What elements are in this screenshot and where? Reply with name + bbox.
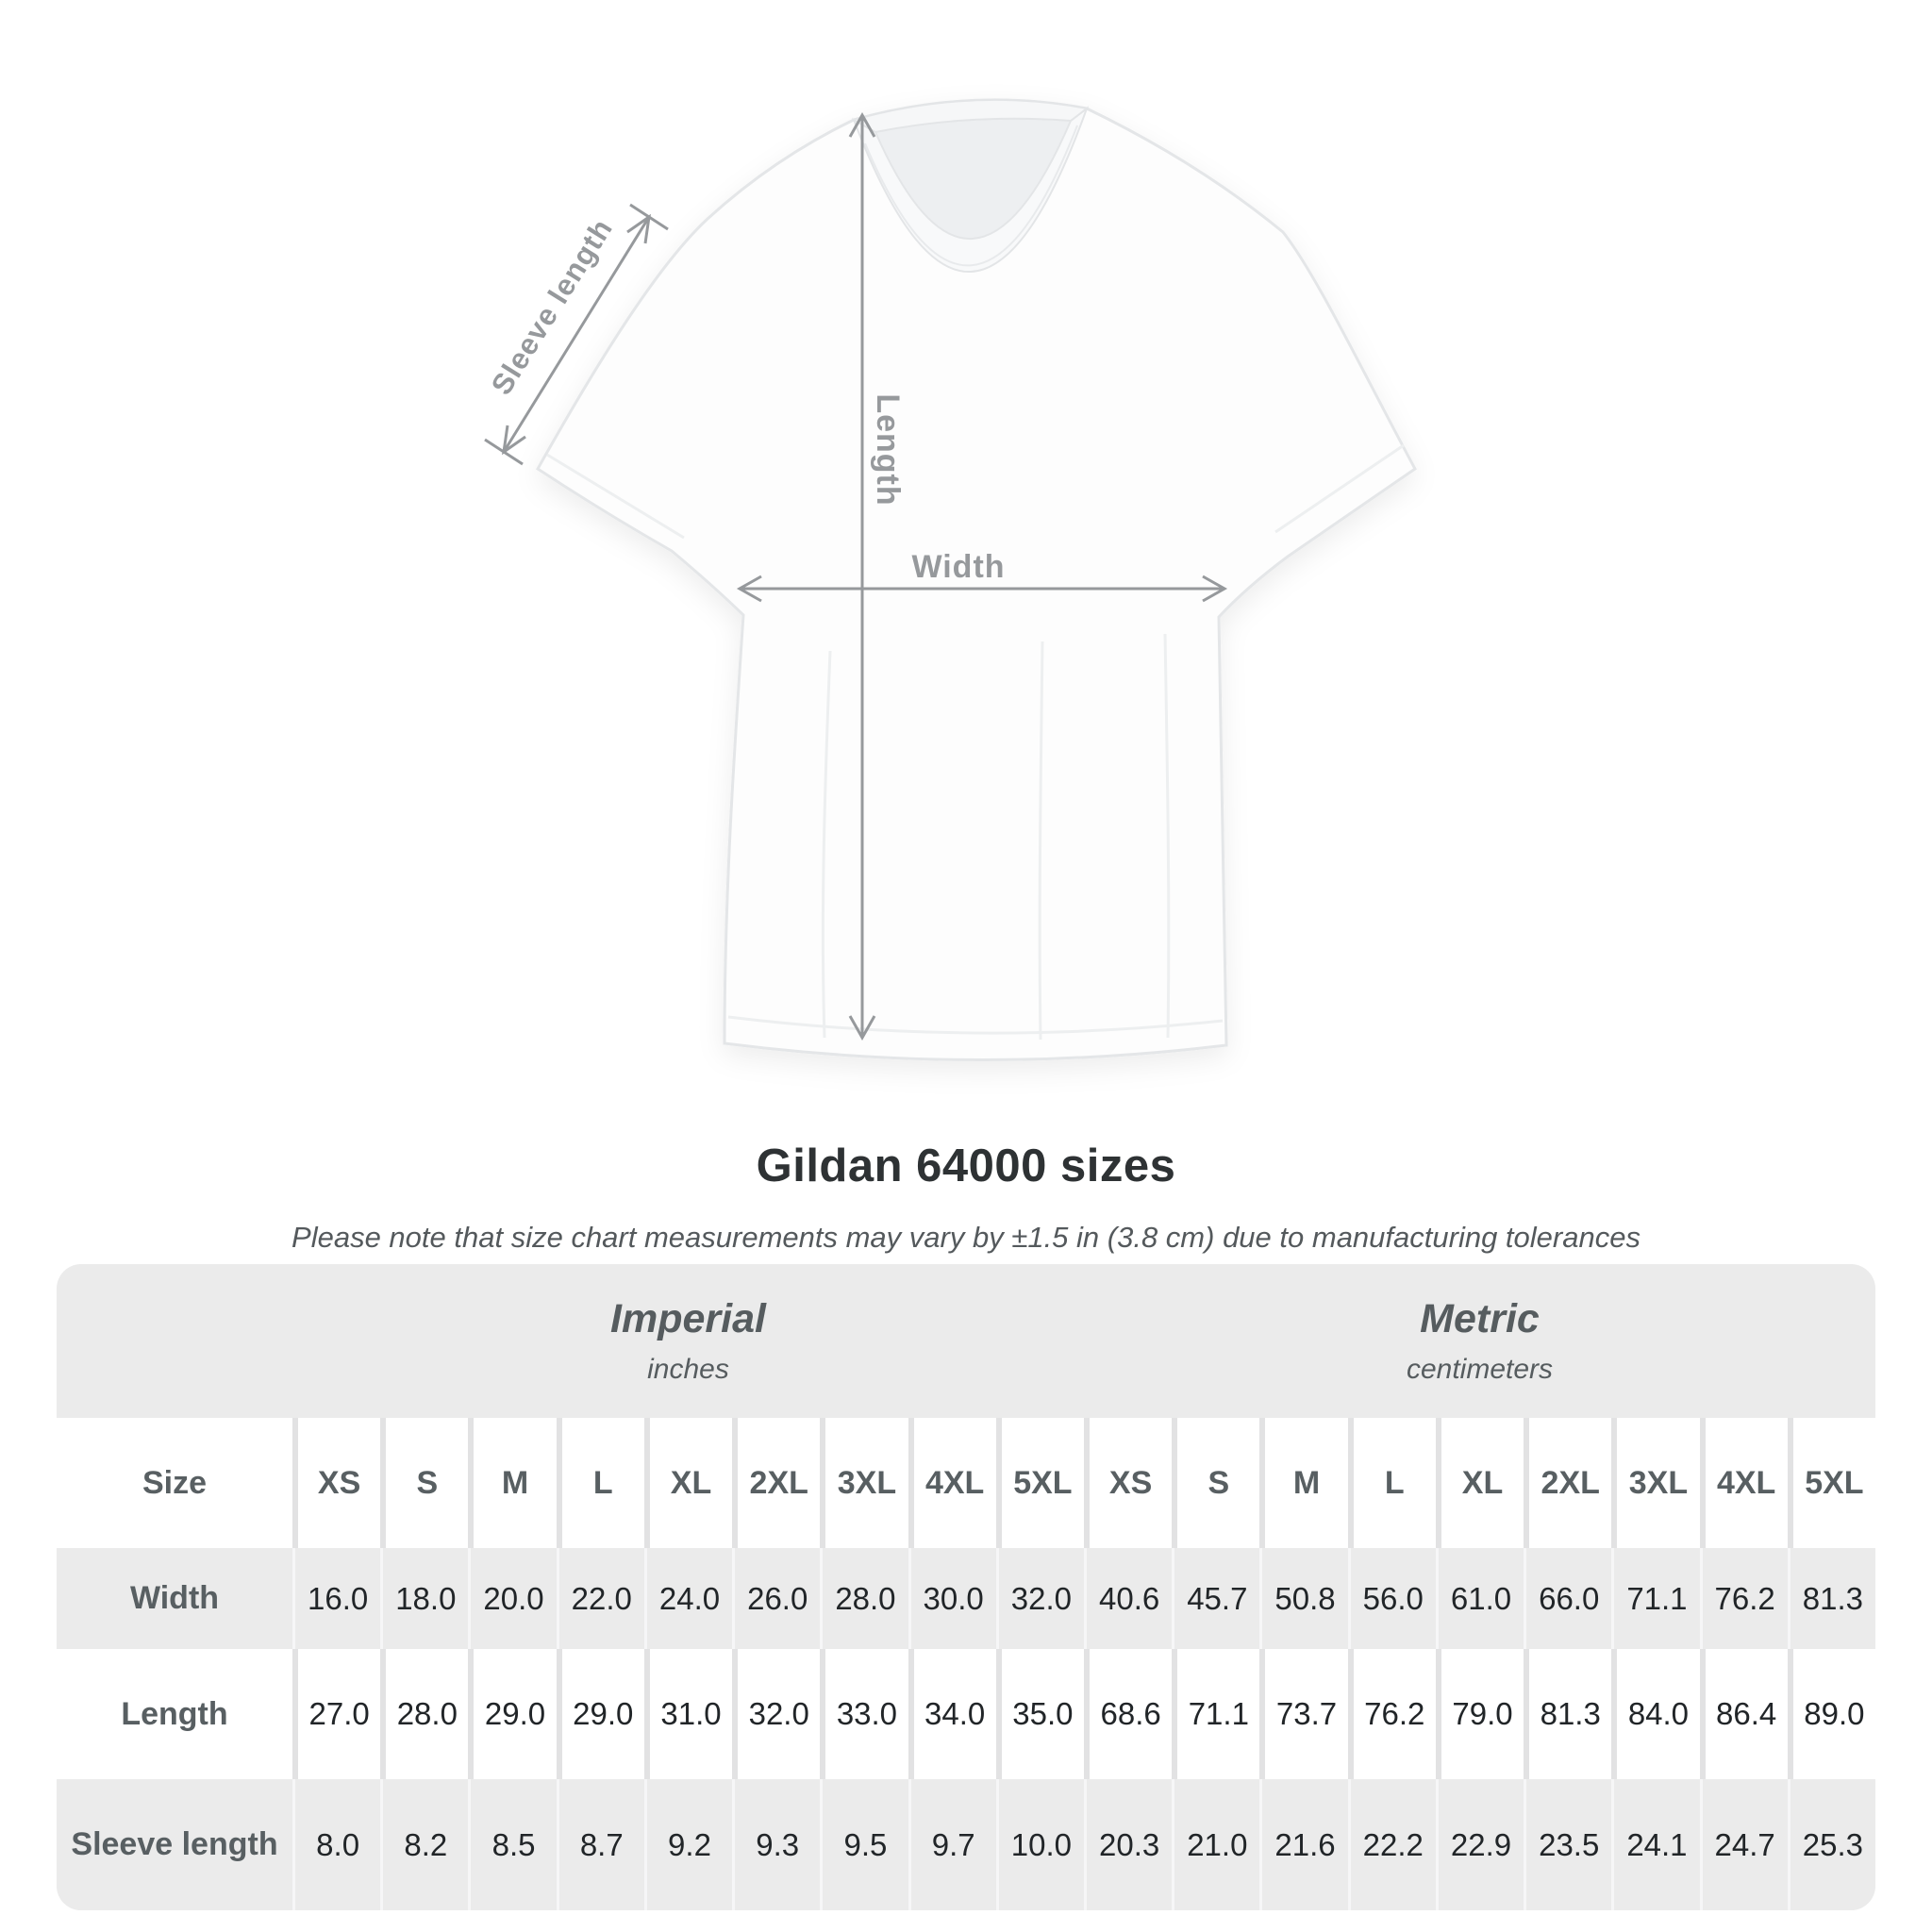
value-cell: 8.7 <box>557 1779 644 1910</box>
value-cell: 24.7 <box>1700 1779 1788 1910</box>
table-row-sleeve-length <box>57 1779 1875 1910</box>
value-cell: 76.2 <box>1348 1649 1436 1779</box>
value-cell: 30.0 <box>908 1548 996 1649</box>
length-dimension-label: Length <box>870 393 906 507</box>
page-title: Gildan 64000 sizes <box>756 1141 1176 1191</box>
size-col-header: XS <box>292 1418 380 1548</box>
table-row-width <box>57 1548 1875 1649</box>
value-cell: 32.0 <box>996 1548 1084 1649</box>
value-cell: 81.3 <box>1788 1548 1875 1649</box>
size-col-header: 3XL <box>1611 1418 1699 1548</box>
value-cell: 28.0 <box>380 1649 468 1779</box>
value-cell: 25.3 <box>1788 1779 1875 1910</box>
sleeve-arrow-bottom-icon <box>504 425 525 452</box>
value-cell: 66.0 <box>1524 1548 1611 1649</box>
value-cell: 76.2 <box>1700 1548 1788 1649</box>
value-cell: 29.0 <box>468 1649 556 1779</box>
value-cell: 8.5 <box>468 1779 556 1910</box>
value-cell: 89.0 <box>1788 1649 1875 1779</box>
unit-group-imperial <box>292 1264 1084 1418</box>
size-col-header: M <box>468 1418 556 1548</box>
unit-group-sublabel: inches <box>647 1354 729 1385</box>
value-cell: 40.6 <box>1084 1548 1172 1649</box>
value-cell: 68.6 <box>1084 1649 1172 1779</box>
size-col-header: 2XL <box>732 1418 820 1548</box>
unit-group-sublabel: centimeters <box>1406 1354 1554 1385</box>
value-cell: 9.5 <box>820 1779 908 1910</box>
value-cell: 24.0 <box>644 1548 732 1649</box>
value-cell: 22.2 <box>1348 1779 1436 1910</box>
value-cell: 27.0 <box>292 1649 380 1779</box>
value-cell: 61.0 <box>1436 1548 1524 1649</box>
sleeve-length-dimension-label: Sleeve length <box>484 212 620 401</box>
unit-group-label: Metric <box>1420 1296 1540 1341</box>
value-cell: 24.1 <box>1611 1779 1699 1910</box>
value-cell: 20.3 <box>1084 1779 1172 1910</box>
table-row-length <box>57 1649 1875 1779</box>
unit-group-label: Imperial <box>610 1296 766 1341</box>
value-cell: 22.9 <box>1436 1779 1524 1910</box>
row-label: Sleeve length <box>71 1826 278 1862</box>
value-cell: 21.6 <box>1259 1779 1347 1910</box>
value-cell: 35.0 <box>996 1649 1084 1779</box>
unit-group-metric <box>1084 1264 1875 1418</box>
size-col-header: L <box>557 1418 644 1548</box>
value-cell: 45.7 <box>1172 1548 1259 1649</box>
value-cell: 29.0 <box>557 1649 644 1779</box>
value-cell: 79.0 <box>1436 1649 1524 1779</box>
size-col-header: XS <box>1084 1418 1172 1548</box>
size-col-header: S <box>1172 1418 1259 1548</box>
value-cell: 9.7 <box>908 1779 996 1910</box>
value-cell: 10.0 <box>996 1779 1084 1910</box>
value-cell: 18.0 <box>380 1548 468 1649</box>
size-col-header: XL <box>644 1418 732 1548</box>
size-col-header: 4XL <box>1700 1418 1788 1548</box>
row-label: Length <box>121 1695 228 1732</box>
value-cell: 56.0 <box>1348 1548 1436 1649</box>
page-subtitle: Please note that size chart measurements may vary by ±1.5 in (3.8 cm) due to manufacturing tolerances <box>291 1221 1641 1254</box>
value-cell: 34.0 <box>908 1649 996 1779</box>
value-cell: 20.0 <box>468 1548 556 1649</box>
value-cell: 84.0 <box>1611 1649 1699 1779</box>
value-cell: 50.8 <box>1259 1548 1347 1649</box>
table-corner-cell <box>57 1264 292 1418</box>
size-table <box>57 1264 1875 1910</box>
size-col-header: S <box>380 1418 468 1548</box>
size-col-header: XL <box>1436 1418 1524 1548</box>
value-cell: 9.3 <box>732 1779 820 1910</box>
value-cell: 31.0 <box>644 1649 732 1779</box>
width-dimension-label: Width <box>911 549 1006 585</box>
value-cell: 8.2 <box>380 1779 468 1910</box>
size-col-header: 5XL <box>996 1418 1084 1548</box>
table-unit-header-row <box>57 1264 1875 1418</box>
value-cell: 33.0 <box>820 1649 908 1779</box>
size-col-header: 5XL <box>1788 1418 1875 1548</box>
size-col-header: 3XL <box>820 1418 908 1548</box>
value-cell: 86.4 <box>1700 1649 1788 1779</box>
value-cell: 16.0 <box>292 1548 380 1649</box>
value-cell: 22.0 <box>557 1548 644 1649</box>
value-cell: 73.7 <box>1259 1649 1347 1779</box>
size-col-header: M <box>1259 1418 1347 1548</box>
sleeve-arrow-top-icon <box>627 217 649 243</box>
value-cell: 9.2 <box>644 1779 732 1910</box>
table-size-header-row <box>57 1418 1875 1548</box>
size-col-header: L <box>1348 1418 1436 1548</box>
value-cell: 32.0 <box>732 1649 820 1779</box>
row-label: Width <box>129 1580 220 1616</box>
value-cell: 21.0 <box>1172 1779 1259 1910</box>
value-cell: 8.0 <box>292 1779 380 1910</box>
value-cell: 28.0 <box>820 1548 908 1649</box>
value-cell: 71.1 <box>1172 1649 1259 1779</box>
value-cell: 81.3 <box>1524 1649 1611 1779</box>
value-cell: 23.5 <box>1524 1779 1611 1910</box>
value-cell: 71.1 <box>1611 1548 1699 1649</box>
value-cell: 26.0 <box>732 1548 820 1649</box>
size-col-header: 2XL <box>1524 1418 1611 1548</box>
size-col-header: 4XL <box>908 1418 996 1548</box>
size-header-label: Size <box>142 1464 208 1501</box>
